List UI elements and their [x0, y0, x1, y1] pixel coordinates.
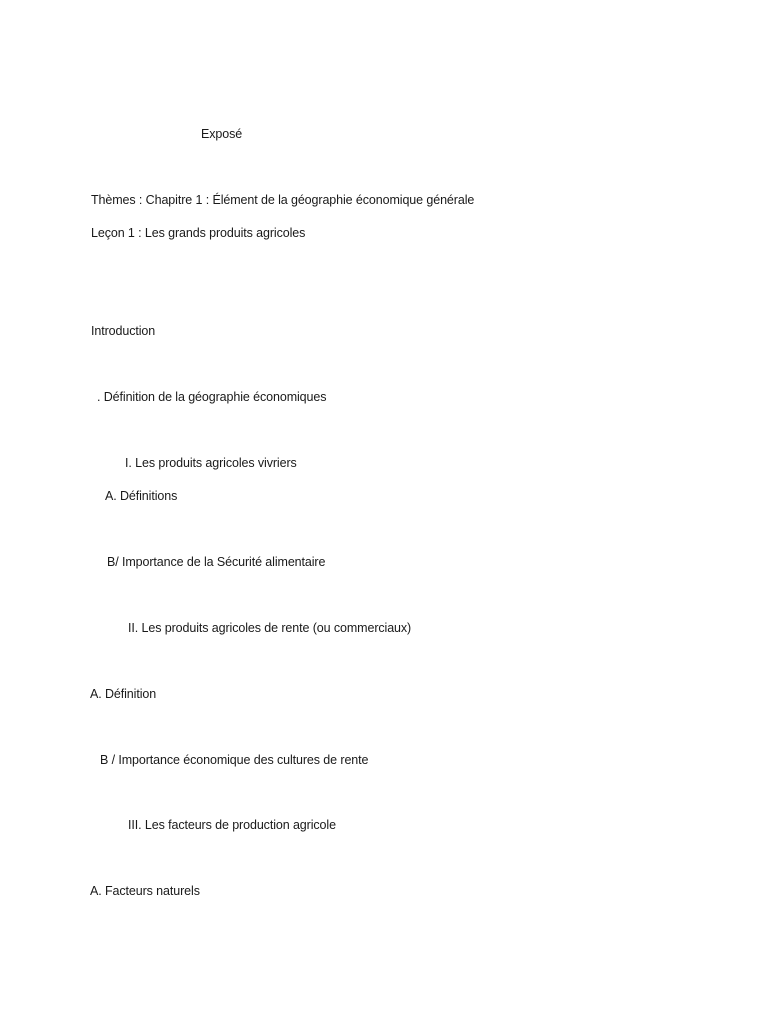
- themes-line: Thèmes : Chapitre 1 : Élément de la géographie économique générale: [91, 193, 475, 207]
- introduction-heading: Introduction: [91, 324, 156, 338]
- section-3-item-a: A. Facteurs naturels: [90, 884, 200, 898]
- section-heading-1: I. Les produits agricoles vivriers: [125, 456, 297, 470]
- section-2-item-a: A. Définition: [90, 687, 157, 701]
- lecon-line: Leçon 1 : Les grands produits agricoles: [91, 226, 306, 240]
- section-heading-2: II. Les produits agricoles de rente (ou commerciaux): [128, 621, 412, 635]
- section-2-item-b: B / Importance économique des cultures de rente: [100, 753, 369, 767]
- section-1-item-b: B/ Importance de la Sécurité alimentaire: [107, 555, 326, 569]
- document-title: Exposé: [201, 127, 243, 141]
- definition-line: . Définition de la géographie économiques: [97, 390, 327, 404]
- section-1-item-a: A. Définitions: [105, 489, 178, 503]
- section-heading-3: III. Les facteurs de production agricole: [128, 818, 336, 832]
